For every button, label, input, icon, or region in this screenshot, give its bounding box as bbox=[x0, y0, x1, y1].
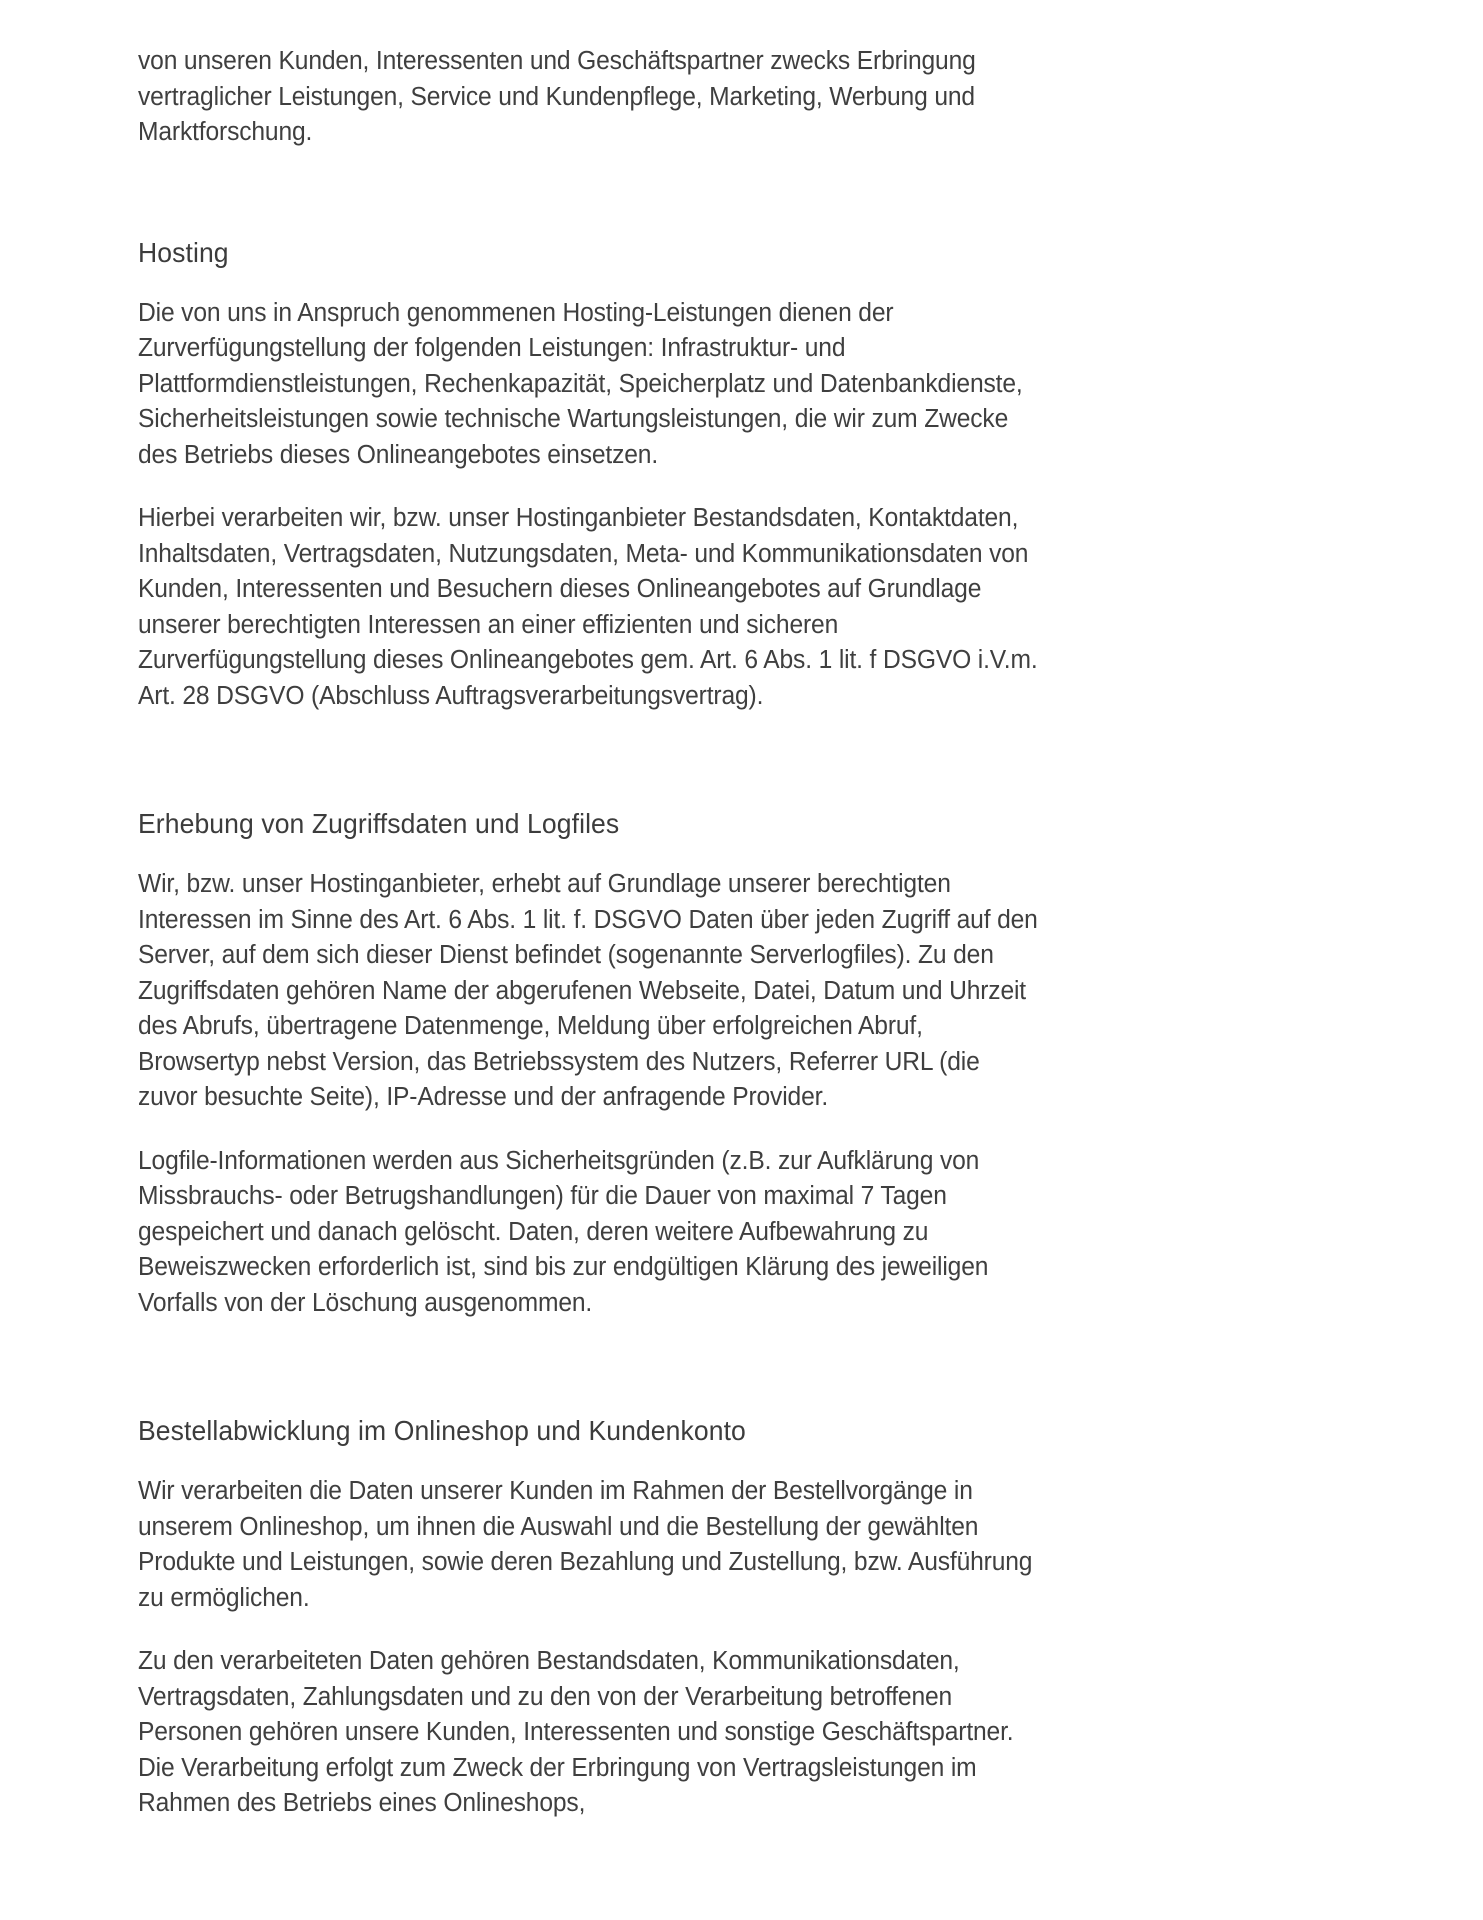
intro-paragraph: von unseren Kunden, Interessenten und Geschäftspartner zwecks Erbringung vertraglicher Leistungen, Service und Kundenpflege, Marketing, Werbung und Marktforschung. bbox=[138, 47, 976, 146]
section-heading-orders: Bestellabwicklung im Onlineshop und Kundenkonto bbox=[138, 1415, 746, 1446]
hosting-paragraph-1: Die von uns in Anspruch genommenen Hosting-Leistungen dienen der Zurverfügungstellung der folgenden Leistungen: Infrastruktur- und Plattformdienstleistungen, Rechenkapazität, Speicherplatz und Datenbankdienste, Sicherheitsleistungen sowie technische Wartungsleistungen, die wir zum Zwecke des Betriebs dieses Onlineangebotes einsetzen. bbox=[138, 298, 1023, 469]
spacer bbox=[138, 1449, 1078, 1474]
orders-paragraph-2: Zu den verarbeiteten Daten gehören Bestandsdaten, Kommunikationsdaten, Vertragsdaten, Zahlungsdaten und zu den von der Verarbeitung betroffenen Personen gehören unsere Kunden, Interessenten und sonstige Geschäftspartner. Die Verarbeitung erfolgt zum Zweck der Erbringung von Vertragsleistungen im Rahmen des Betriebs eines Onlineshops, bbox=[138, 1647, 1014, 1817]
logfiles-paragraph-2: Logfile-Informationen werden aus Sicherheitsgründen (z.B. zur Aufklärung von Missbrauchs- oder Betrugshandlungen) für die Dauer von maximal 7 Tagen gespeichert und danach gelöscht. Daten, deren weitere Aufbewahrung zu Beweiszwecken erforderlich ist, sind bis zur endgültigen Klärung des jeweiligen Vorfalls von der Löschung ausgenommen. bbox=[138, 1146, 989, 1317]
spacer bbox=[138, 1321, 1078, 1413]
orders-paragraph-1: Wir verarbeiten die Daten unserer Kunden im Rahmen der Bestellvorgänge in unserem Onlineshop, um ihnen die Auswahl und die Bestellung der gewählten Produkte und Leistungen, sowie deren Bezahlung und Zustellung, bzw. Ausführung zu ermöglichen. bbox=[138, 1477, 1033, 1612]
section-heading-hosting: Hosting bbox=[138, 236, 229, 268]
section-heading-logfiles: Erhebung von Zugriffsdaten und Logfiles bbox=[138, 808, 620, 839]
spacer bbox=[138, 842, 1078, 867]
spacer bbox=[138, 1116, 1078, 1144]
document-content bbox=[138, 44, 1078, 1822]
spacer bbox=[138, 1616, 1078, 1644]
spacer bbox=[138, 151, 1078, 235]
logfiles-paragraph-1: Wir, bzw. unser Hostinganbieter, erhebt auf Grundlage unserer berechtigten Interessen im Sinne des Art. 6 Abs. 1 lit. f. DSGVO Daten über jeden Zugriff auf den Server, auf dem sich dieser Dienst befindet (sogenannte Serverlogfiles). Zu den Zugriffsdaten gehören Name der abgerufenen Webseite, Datei, Datum und Uhrzeit des Abrufs, übertragene Datenmenge, Meldung über erfolgreichen Abruf, Browsertyp nebst Version, das Betriebssystem des Nutzers, Referrer URL (die zuvor besuchte Seite), IP-Adresse und der anfragende Provider. bbox=[138, 870, 1038, 1111]
spacer bbox=[138, 271, 1078, 296]
spacer bbox=[138, 473, 1078, 501]
spacer bbox=[138, 714, 1078, 806]
hosting-paragraph-2: Hierbei verarbeiten wir, bzw. unser Hostinganbieter Bestandsdaten, Kontaktdaten, Inhaltsdaten, Vertragsdaten, Nutzungsdaten, Meta- und Kommunikationsdaten von Kunden, Interessenten und Besuchern dieses Onlineangebotes auf Grundlage unserer berechtigten Interessen an einer effizienten und sicheren Zurverfügungstellung dieses Onlineangebotes gem. Art. 6 Abs. 1 lit. f DSGVO i.V.m. Art. 28 DSGVO (Abschluss Auftragsverarbeitungsvertrag). bbox=[138, 504, 1038, 710]
